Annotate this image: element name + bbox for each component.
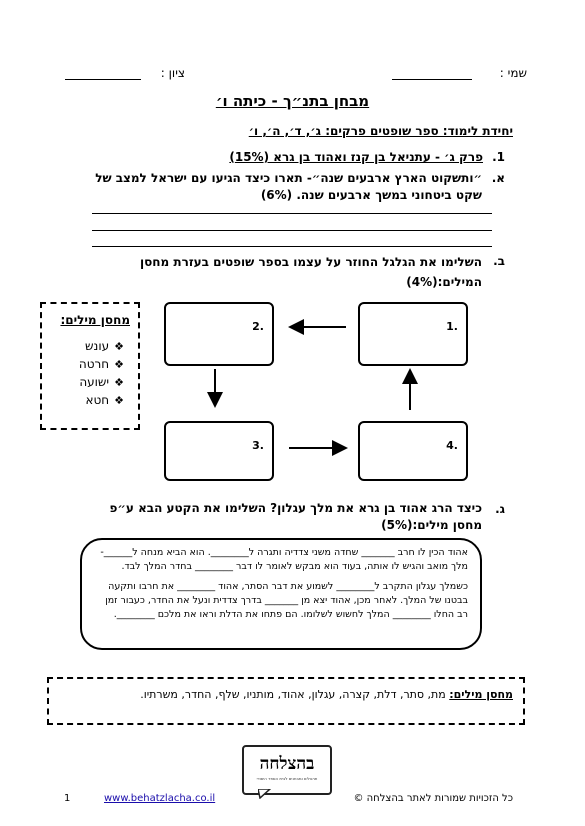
side-word-bank	[40, 302, 140, 430]
diamond-bullet-icon: ❖	[114, 393, 124, 407]
answer-line-2[interactable]	[92, 230, 492, 231]
qc-text: כיצד הרג אהוד בן גרא את מלך עגלון? השלימו את הקטע הבא ע״פ מחסן מילים:(5%)	[109, 501, 482, 532]
answer-line-1[interactable]	[92, 213, 492, 214]
cycle-box-2-number: 2.	[252, 320, 264, 333]
cycle-box-1-number: 1.	[446, 320, 458, 333]
cycle-box-2[interactable]	[164, 302, 274, 366]
name-line[interactable]	[392, 79, 472, 80]
cycle-box-4[interactable]	[358, 421, 468, 481]
side-word-bank-title: מחסן מילים:	[60, 313, 130, 327]
diamond-bullet-icon: ❖	[114, 357, 124, 371]
qb-letter: ב.	[493, 254, 505, 268]
word-bank-item-label: חטא	[85, 393, 110, 407]
fill-in-passage	[80, 538, 482, 650]
name-field	[327, 66, 527, 84]
grade-label: ציון :	[160, 66, 185, 80]
page-number: 1	[64, 793, 71, 804]
qb-text: השלימו את הגלגל החוזר על עצמו בספר שופטים בעזרת מחסן המילים:(4%)	[140, 255, 482, 289]
grade-field	[65, 66, 185, 84]
qa-text: ״ותשקוט הארץ ארבעים שנה״- תארו כיצד הגיעו עם ישראל למצב של שקט ביטחוני במשך ארבעים שנה. (6%)	[95, 171, 482, 202]
logo-text: בהצלחה	[259, 754, 315, 774]
logo-subtext: תרגולים ומבחנים לבית הספר היסודי	[256, 776, 318, 781]
cycle-box-1[interactable]	[358, 302, 468, 366]
diamond-bullet-icon: ❖	[114, 375, 124, 389]
word-bank-item	[42, 357, 124, 371]
word-bank-item-label: ישועה	[79, 375, 110, 389]
q1-number: 1.	[492, 150, 505, 164]
name-label: שמי :	[499, 66, 527, 80]
logo-speech-tail-icon	[258, 789, 272, 799]
cycle-box-4-number: 4.	[446, 439, 458, 452]
word-bank-item	[42, 393, 124, 407]
cycle-box-3[interactable]	[164, 421, 274, 481]
bottom-word-bank-title: מחסן מילים:	[449, 688, 513, 701]
qc-letter: ג.	[495, 502, 505, 516]
passage-paragraph-1: אהוד הכין לו חרב _______ שחדה משני צדדיה ותגרה ל________. הוא הביא מנחה ל______- מלך מואב והגיש לו אותה, בעוד הוא מבקש לאומר לו דבר ________ בחדר המלך לבד.	[100, 547, 468, 572]
cycle-box-3-number: 3.	[252, 439, 264, 452]
behatzlacha-logo	[242, 745, 332, 795]
word-bank-item	[42, 375, 124, 389]
study-unit: יחידת לימוד: ספר שופטים פרקים: ג׳, ד׳, ה׳, ו׳	[248, 124, 513, 138]
word-bank-item-label: עונש	[85, 339, 110, 353]
word-bank-item-label: חרטה	[78, 357, 110, 371]
qa-letter: א.	[491, 171, 505, 185]
site-link[interactable]: www.behatzlacha.co.il	[104, 793, 216, 804]
answer-line-3[interactable]	[92, 246, 492, 247]
passage-paragraph-2: כשמלך עגלון התקרב ל________ לשמוע את דבר הסתר, אהוד ________ את חרבו ותקעה בבטנו של המלך. לאחר מכן, אהוד יצא מן _______ בדרך צדדית ונעל את החדר, כעבור זמן רב החלו ________ המלך לחשוש לשלומו. הם פתחו את הדלת וראו את מלכם ________.	[105, 581, 468, 620]
diamond-bullet-icon: ❖	[114, 339, 124, 353]
bottom-word-bank-words: מת, סתר, דלת, קצרה, עגלון, אהוד, מותניו, שלף, החדר, משרתיו.	[140, 688, 446, 701]
copyright-notice: כל הזכויות שמורות לאתר בהצלחה ©	[353, 793, 513, 804]
q1-heading: פרק ג׳ - עתניאל בן קנז ואהוד בן גרא (15%)	[229, 150, 483, 164]
word-bank-item	[42, 339, 124, 353]
bottom-word-bank	[47, 677, 525, 725]
grade-line[interactable]	[65, 79, 141, 80]
page-title: מבחן בתנ״ך - כיתה ו׳	[215, 92, 370, 110]
